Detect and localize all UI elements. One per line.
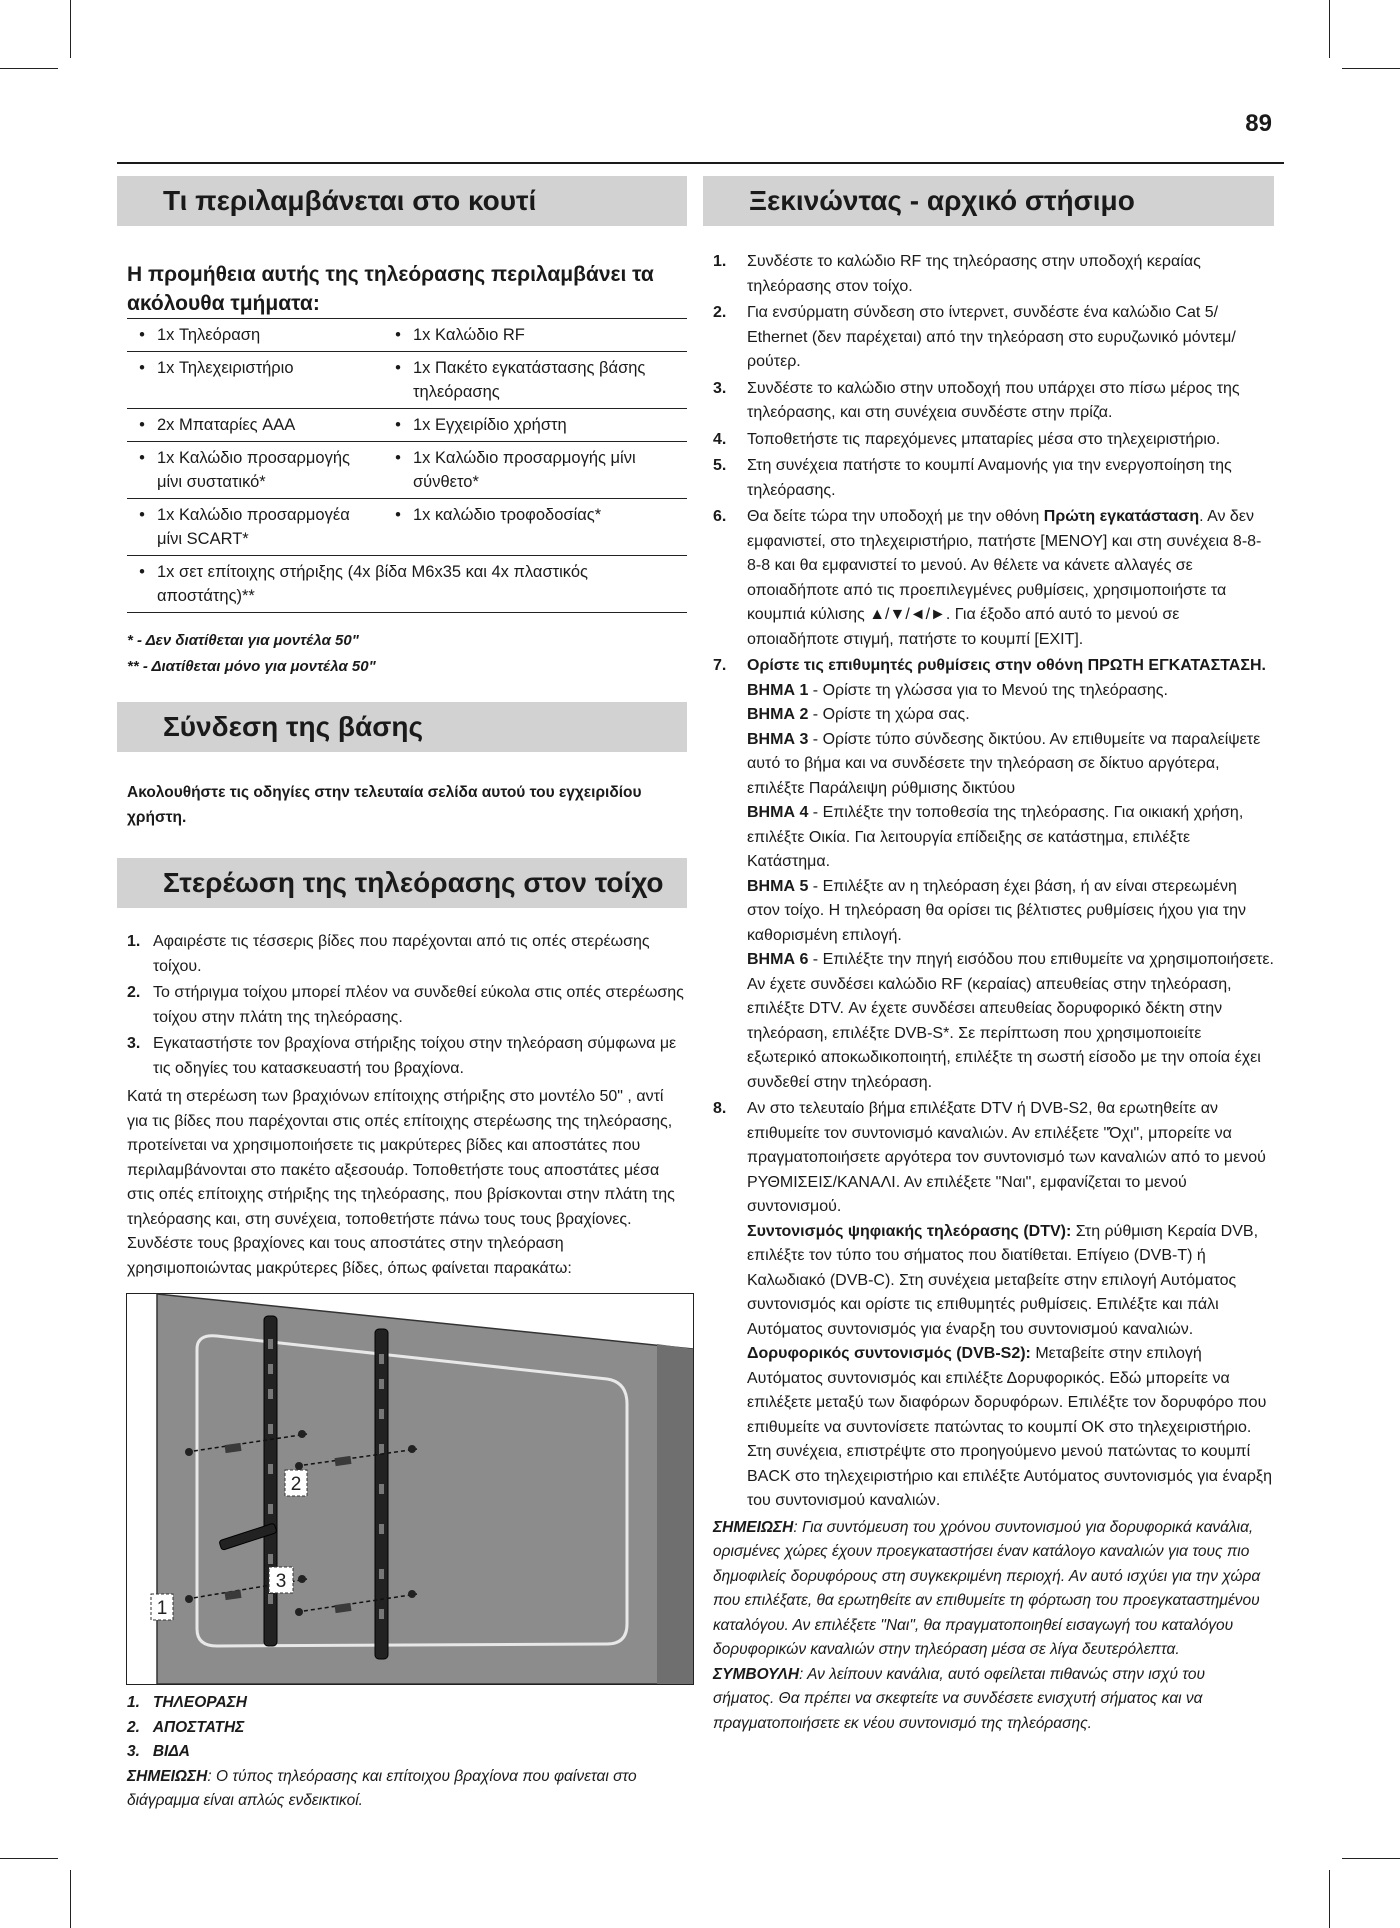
section-title: Στερέωση της τηλεόρασης στον τοίχο	[163, 867, 664, 898]
table-row: • 1x Καλώδιο προσαρμογέα μίνι SCART* • 1x καλώδιο τροφοδοσίας*	[127, 499, 687, 556]
list-item: 1x Τηλεόραση	[157, 319, 383, 352]
list-item: 1x Καλώδιο προσαρμογής μίνι σύνθετο*	[413, 442, 687, 499]
list-item: 2. Για ενσύρματη σύνδεση στο ίντερνετ, συνδέστε ένα καλώδιο Cat 5/ Ethernet (δεν παρέχεται) από την τηλεόραση στο ευρυζωνικό μόντεμ/ ρούτερ.	[713, 304, 1236, 370]
crop-mark	[1329, 0, 1330, 58]
figure-captions	[117, 1691, 687, 1814]
crop-mark	[1342, 1858, 1400, 1859]
section-title: Ξεκινώντας - αρχικό στήσιμο	[749, 185, 1135, 216]
list-item: 4. Τοποθετήστε τις παρεχόμενες μπαταρίες μέσα στο τηλεχειριστήριο.	[713, 430, 1221, 448]
list-item: 1x Καλώδιο προσαρμογέα μίνι SCART*	[157, 499, 383, 556]
list-item: 2x Μπαταρίες AAA	[157, 409, 383, 442]
crop-mark	[0, 68, 58, 69]
list-item: 8. Αν στο τελευταίο βήμα επιλέξατε DTV ή DVB-S2, θα ερωτηθείτε αν επιθυμείτε τον συντονισμό καναλιών. Αν επιλέξετε "Όχι", μπορείτε να πραγματοποιήσετε αργότερα τον συντονισμό των καναλιών από το μενού ΡΥΘΜΙΣΕΙΣ/ΚΑΝΑΛΙ. Αν επιλέξετε "Ναι", εμφανίζεται το μενού συντονισμού. Συντονισμός ψηφιακής τηλεόρασης (DTV): Στη ρύθμιση Κεραία DVB, επιλέξτε τον τύπο του σήματος που διατίθεται. Επίγειο (DVB-T) ή Καλωδιακό (DVB-C). Στη συνέχεια μεταβείτε στην επιλογή Αυτόματος συντονισμός και ορίστε τις επιθυμητές ρυθμίσεις. Επιλέξτε και πάλι Αυτόματος συντονισμός για έναρξη του συντονισμού καναλιών. Δορυφορικός συντονισμός (DVB-S2): Μεταβείτε στην επιλογή Αυτόματος συντονισμός και επιλέξτε Δορυφορικός. Εδώ μπορείτε να επιλέξετε μεταξύ των διαφόρων δορυφόρων. Επιλέξτε τον δορυφόρο που επιθυμείτε να συντονίσετε πατώντας το κουμπί OK στο τηλεχειριστήριο. Στη συνέχεια, επιστρέψτε στο προηγούμενο μενού πατώντας το κουμπί BACK στο τηλεχειριστήριο και επιλέξτε Αυτόματος συντονισμός για έναρξη του συντονισμού καναλιών.	[703, 1097, 1274, 1514]
table-row: • 1x Καλώδιο προσαρμογής μίνι συστατικό* • 1x Καλώδιο προσαρμογής μίνι σύνθετο*	[127, 442, 687, 499]
wall-steps-list	[117, 930, 687, 1081]
list-item: 5. Στη συνέχεια πατήστε το κουμπί Αναμονής για την ενεργοποίηση της τηλεόρασης.	[713, 457, 1232, 499]
list-item: 7. Ορίστε τις επιθυμητές ρυθμίσεις στην οθόνη ΠΡΩΤΗ ΕΓΚΑΤΑΣΤΑΣΗ. ΒΗΜΑ 1 - Ορίστε τη γλώσσα για το Μενού της τηλεόρασης. ΒΗΜΑ 2 - Ορίστε τη χώρα σας. ΒΗΜΑ 3 - Ορίστε τύπο σύνδεσης δικτύου. Αν επιθυμείτε να παραλείψετε αυτό το βήμα και να συνδέσετε την τηλεόραση σε δίκτυο αργότερα, επιλέξτε Παράλειψη ρύθμισης δικτύου ΒΗΜΑ 4 - Επιλέξτε την τοποθεσία της τηλεόρασης. Για οικιακή χρήση, επιλέξτε Οικία. Για λειτουργία επίδειξης σε κατάστημα, επιλέξτε Κατάστημα. ΒΗΜΑ 5 - Επιλέξτε αν η τηλεόραση έχει βάση, ή αν είναι στερεωμένη στον τοίχο. Η τηλεόραση θα ορίσει τις βέλτιστες ρυθμίσεις ήχου για την καθορισμένη επιλογή. ΒΗΜΑ 6 - Επιλέξτε την πηγή εισόδου που επιθυμείτε να χρησιμοποιήσετε. Αν έχετε συνδέσει καλώδιο RF (κεραίας) απευθείας στην τηλεόραση, επιλέξτε DTV. Αν έχετε συνδέσει απευθείας δορυφορικό δέκτη στην τηλεόραση, επιλέξτε DVB-S*. Σε περίπτωση που χρησιμοποιείτε εξωτερικό αποκωδικοποιητή, επιλέξτε τη σωστή είσοδο με την οποία έχει συνδεθεί στην τηλεόραση.	[703, 654, 1274, 1095]
list-item: 1x καλώδιο τροφοδοσίας*	[413, 499, 687, 556]
list-item: 1x Τηλεχειριστήριο	[157, 352, 383, 409]
list-item: 3. Εγκαταστήστε τον βραχίονα στήριξης τοίχου στην τηλεόραση σύμφωνα με τις οδηγίες του κατασκευαστή του βραχίονα.	[127, 1035, 677, 1077]
list-item: 1x Εγχειρίδιο χρήστη	[413, 409, 687, 442]
callout-label-1: 1	[156, 1598, 168, 1619]
sub-step: ΒΗΜΑ 1 - Ορίστε τη γλώσσα για το Μενού της τηλεόρασης.	[747, 681, 1168, 699]
wall-mount-diagram	[126, 1293, 694, 1685]
section-title: Σύνδεση της βάσης	[163, 711, 424, 742]
section-title-box-stand	[117, 702, 687, 752]
list-item: 1. Συνδέστε το καλώδιο RF της τηλεόρασης στην υποδοχή κεραίας τηλεόρασης στον τοίχο.	[713, 253, 1201, 295]
box-contents-table	[127, 318, 687, 613]
list-item: 1x Καλώδιο προσαρμογής μίνι συστατικό*	[157, 442, 383, 499]
right-column	[703, 176, 1274, 1736]
sub-step: ΒΗΜΑ 3 - Ορίστε τύπο σύνδεσης δικτύου. Αν επιθυμείτε να παραλείψετε αυτό το βήμα και να συνδέσετε την τηλεόραση σε δίκτυο αργότερα, επιλέξτε Παράλειψη ρύθμισης δικτύου	[747, 730, 1261, 797]
footnote: ** - Διατίθεται μόνο για μοντέλα 50"	[127, 658, 376, 675]
setup-steps-list	[703, 250, 1274, 1514]
caption: 1. ΤΗΛΕΟΡΑΣΗ	[127, 1694, 247, 1711]
crop-mark	[1329, 1870, 1330, 1928]
callout-label-2: 2	[290, 1474, 302, 1495]
crop-mark	[70, 0, 71, 58]
list-item: 1x Πακέτο εγκατάστασης βάσης τηλεόρασης	[413, 352, 687, 409]
box-contents-intro: Η προμήθεια αυτής της τηλεόρασης περιλαμβάνει τα ακόλουθα τμήματα:	[127, 263, 654, 315]
caption: 3. ΒΙΔΑ	[127, 1743, 190, 1760]
sub-step: Συντονισμός ψηφιακής τηλεόρασης (DTV): Στη ρύθμιση Κεραία DVB, επιλέξτε τον τύπο του σήματος που διατίθεται. Επίγειο (DVB-T) ή Καλωδιακό (DVB-C). Στη συνέχεια μεταβείτε στην επιλογή Αυτόματος συντονισμός και ορίστε τις επιθυμητές ρυθμίσεις. Επιλέξτε και πάλι Αυτόματος συντονισμός για έναρξη του συντονισμού καναλιών.	[747, 1222, 1259, 1338]
crop-mark	[1342, 68, 1400, 69]
section-title-box-wall	[117, 858, 687, 908]
header-rule	[117, 162, 1284, 164]
list-item: 1x σετ επίτοιχης στήριξης (4x βίδα M6x35 και 4x πλαστικός αποστάτης)**	[157, 556, 687, 613]
sub-step: ΒΗΜΑ 5 - Επιλέξτε αν η τηλεόραση έχει βάση, ή αν είναι στερεωμένη στον τοίχο. Η τηλεόραση θα ορίσει τις βέλτιστες ρυθμίσεις ήχου για την καθορισμένη επιλογή.	[747, 877, 1246, 944]
diagram-note: ΣΗΜΕΙΩΣΗ: Ο τύπος τηλεόρασης και επίτοιχου βραχίονα που φαίνεται στο διάγραμμα είναι απλώς ενδεικτικοί.	[127, 1767, 637, 1809]
footnotes	[127, 628, 687, 680]
left-column	[117, 176, 687, 1814]
crop-mark	[70, 1870, 71, 1928]
section-title: Τι περιλαμβάνεται στο κουτί	[163, 185, 537, 216]
sub-step: ΒΗΜΑ 2 - Ορίστε τη χώρα σας.	[747, 706, 970, 723]
callout-label-3: 3	[275, 1571, 287, 1592]
footnote: * - Δεν διατίθεται για μοντέλα 50"	[127, 632, 359, 649]
table-row: • 1x Τηλεχειριστήριο • 1x Πακέτο εγκατάστασης βάσης τηλεόρασης	[127, 352, 687, 409]
list-item: 3. Συνδέστε το καλώδιο στην υποδοχή που υπάρχει στο πίσω μέρος της τηλεόρασης, και στη συνέχεια συνδέστε στην πρίζα.	[713, 379, 1240, 421]
list-item: 6. Θα δείτε τώρα την υποδοχή με την οθόνη Πρώτη εγκατάσταση. Αν δεν εμφανιστεί, στο τηλεχειριστήριο, πατήστε [ΜΕΝΟΥ] και στη συνέχεια 8-8-8-8 και θα εμφανιστεί το μενού. Αν θέλετε να κάνετε αλλαγές σε οποιαδήποτε από τις προεπιλεγμένες ρυθμίσεις, χρησιμοποιήστε τα κουμπιά κύλισης ▲/▼/◄/►. Για έξοδο από αυτό το μενού σε οποιαδήποτε στιγμή, πατήστε το κουμπί [EXIT].	[713, 508, 1262, 648]
list-item: 2. Το στήριγμα τοίχου μπορεί πλέον να συνδεθεί εύκολα στις οπές στερέωσης τοίχου στην πλάτη της τηλεόρασης.	[127, 984, 684, 1026]
page-number: 89	[1245, 110, 1272, 137]
tuning-note: ΣΗΜΕΙΩΣΗ: Για συντόμευση του χρόνου συντονισμού για δορυφορικά κανάλια, ορισμένες χώρες έχουν προεγκαταστήσει έναν κατάλογο καναλιών για τους πιο δημοφιλείς δορυφόρους στη συγκεκριμένη περιοχή. Αν αυτό ισχύει για την χώρα που επιλέξατε, θα ερωτηθείτε αν επιθυμείτε τη φόρτωση του προεγκαταστημένου καταλόγου. Αν επιλέξετε "Ναι", θα πραγματοποιηθεί εισαγωγή του καταλόγου δορυφορικών καναλιών στην τηλεόραση μέσα σε λίγα δευτερόλεπτα.	[713, 1518, 1261, 1658]
stand-instructions: Ακολουθήστε τις οδηγίες στην τελευταία σελίδα αυτού του εγχειριδίου χρήστη.	[127, 784, 642, 826]
table-row: • 2x Μπαταρίες AAA • 1x Εγχειρίδιο χρήστη	[127, 409, 687, 442]
section-title-box-setup	[703, 176, 1274, 226]
section-title-box-contents	[117, 176, 687, 226]
list-item: 1x Καλώδιο RF	[413, 319, 687, 352]
sub-step: ΒΗΜΑ 6 - Επιλέξτε την πηγή εισόδου που επιθυμείτε να χρησιμοποιήσετε. Αν έχετε συνδέσει καλώδιο RF (κεραίας) απευθείας στην τηλεόραση, επιλέξτε DTV. Αν έχετε συνδέσει απευθείας δορυφορικό δέκτη στην τηλεόραση, επιλέξτε DVB-S*. Σε περίπτωση που χρησιμοποιείτε εξωτερικό αποκωδικοποιητή, επιλέξτε τη σωστή είσοδο με την οποία έχει συνδεθεί στην τηλεόραση.	[747, 951, 1274, 1091]
crop-mark	[0, 1858, 58, 1859]
table-row: • 1x Τηλεόραση • 1x Καλώδιο RF	[127, 319, 687, 352]
sub-step: Δορυφορικός συντονισμός (DVB-S2): Μεταβείτε στην επιλογή Αυτόματος συντονισμός και επιλέξτε Δορυφορικός. Εδώ μπορείτε να επιλέξετε μεταξύ των διαφόρων δορυφόρων. Επιλέξτε τον δορυφόρο που επιθυμείτε να συντονίσετε πατώντας το κουμπί OK στο τηλεχειριστήριο. Στη συνέχεια, επιστρέψτε στο προηγούμενο μενού πατώντας το κουμπί BACK στο τηλεχειριστήριο και επιλέξτε Αυτόματος συντονισμός για έναρξη του συντονισμού καναλιών.	[747, 1345, 1272, 1509]
sub-step: ΒΗΜΑ 4 - Επιλέξτε την τοποθεσία της τηλεόρασης. Για οικιακή χρήση, επιλέξτε Οικία. Για λειτουργία επίδειξης σε κατάστημα, επιλέξτε Κατάστημα.	[747, 804, 1244, 870]
wall-mount-paragraph: Κατά τη στερέωση των βραχιόνων επίτοιχης στήριξης στο μοντέλο 50" , αντί για τις βίδες που παρέχονται στις οπές επίτοιχης στερέωσης της τηλεόρασης, προτείνεται να χρησιμοποιήσετε τις μακρύτερες βίδες και αποστάτες που περιλαμβάνονται στο πακέτο αξεσουάρ. Τοποθετήστε τους αποστάτες μέσα στις οπές επίτοιχης στήριξης της τηλεόρασης, που βρίσκονται στην πλάτη της τηλεόρασης και, στη συνέχεια, τοποθετήστε πάνω τους τους βραχίονες. Συνδέστε τους βραχίονες και τους αποστάτες στην τηλεόραση χρησιμοποιώντας μακρύτερες βίδες, όπως φαίνεται παρακάτω:	[127, 1088, 675, 1277]
list-item: 1. Αφαιρέστε τις τέσσερις βίδες που παρέχονται από τις οπές στερέωσης τοίχου.	[127, 933, 650, 975]
table-row: • 1x σετ επίτοιχης στήριξης (4x βίδα M6x35 και 4x πλαστικός αποστάτης)**	[127, 556, 687, 613]
tuning-tip: ΣΥΜΒΟΥΛΗ: Αν λείπουν κανάλια, αυτό οφείλεται πιθανώς στην ισχύ του σήματος. Θα πρέπει να σκεφτείτε να συνδέσετε ενισχυτή σήματος και να πραγματοποιήσετε εκ νέου συντονισμό της τηλεόρασης.	[713, 1665, 1205, 1732]
caption: 2. ΑΠΟΣΤΑΤΗΣ	[127, 1718, 245, 1736]
